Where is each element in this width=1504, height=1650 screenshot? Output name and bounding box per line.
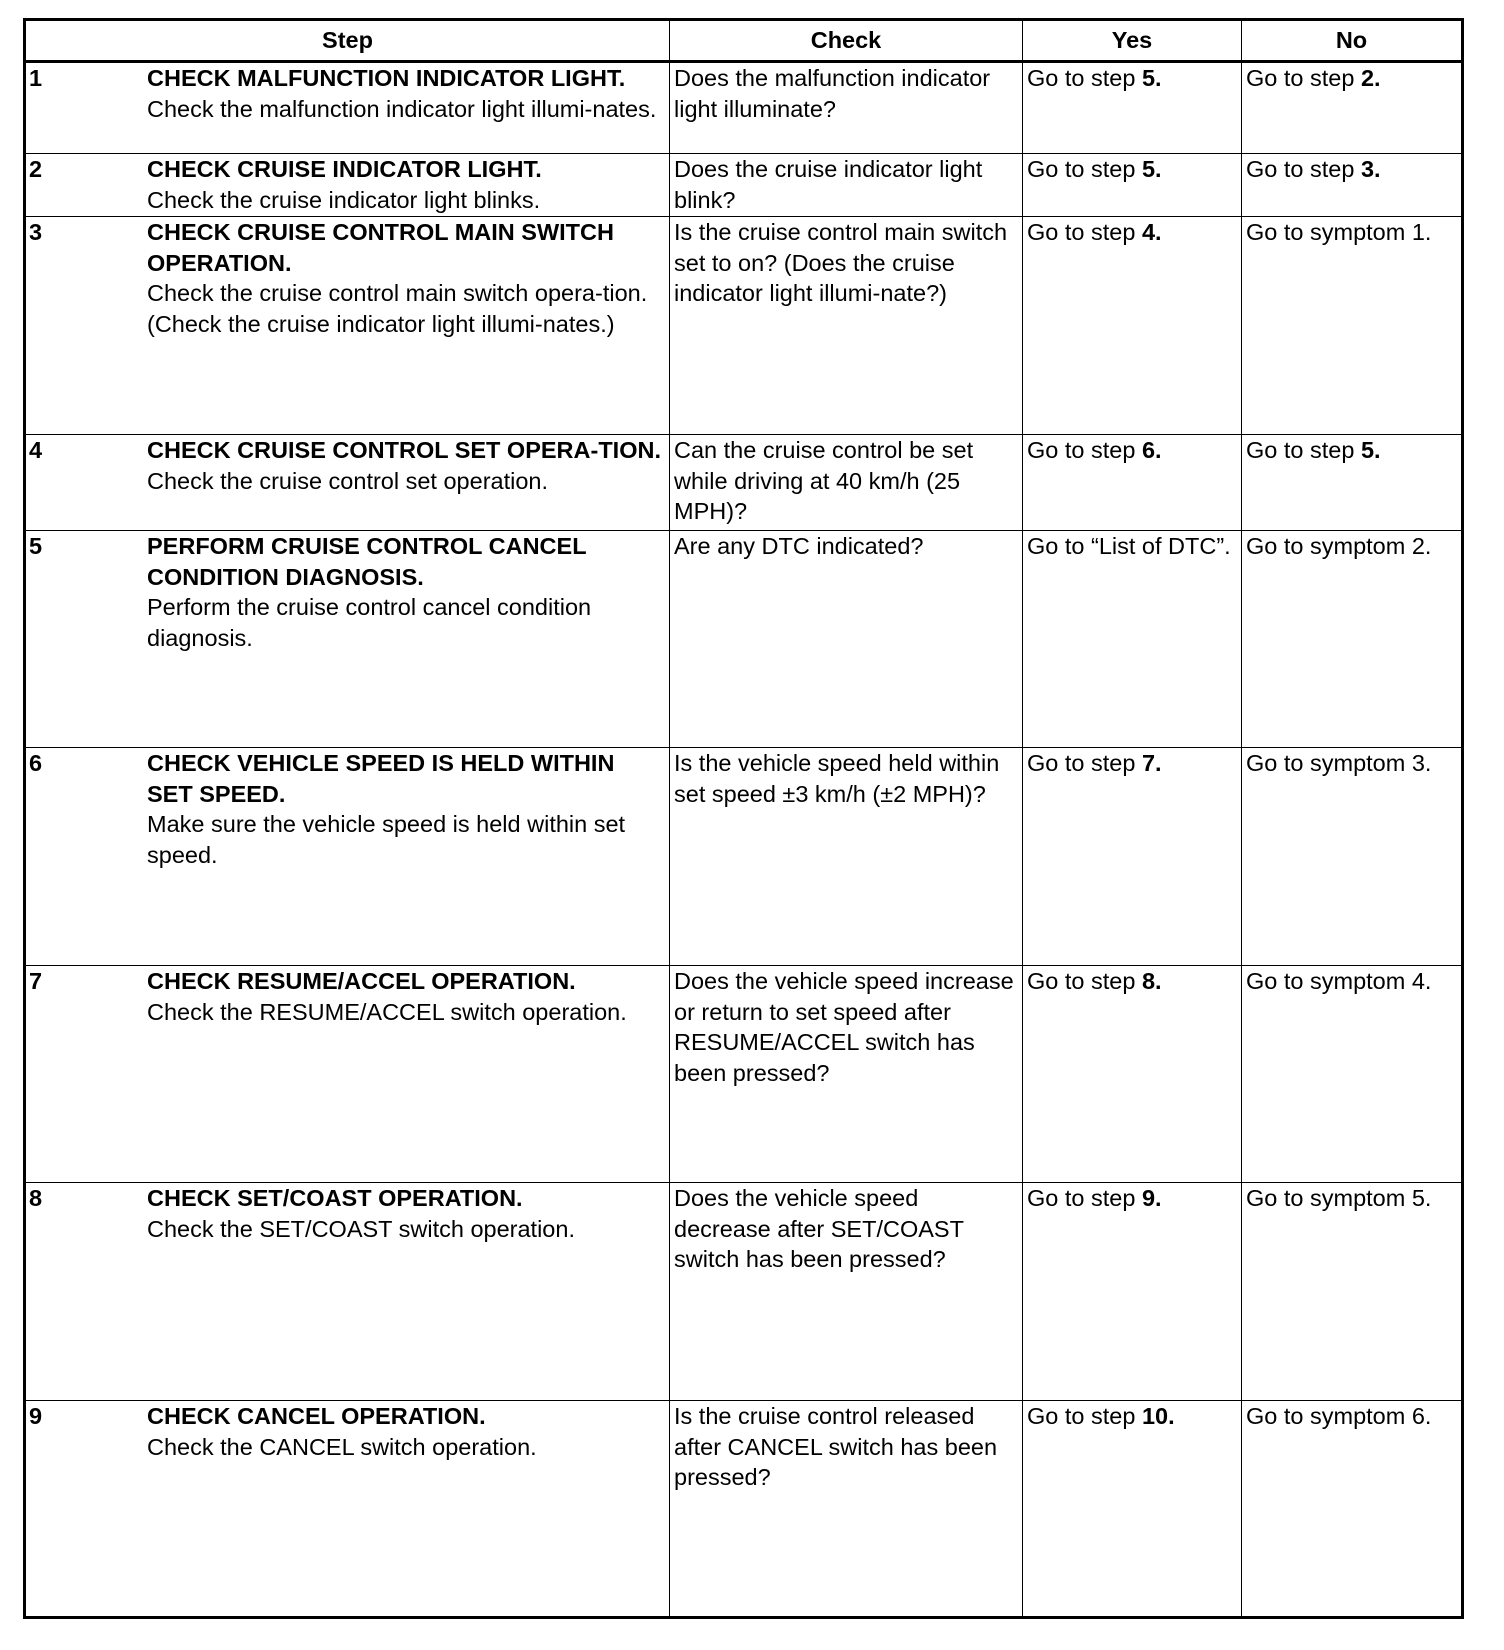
step-cell (25, 217, 670, 435)
no-text: Go to symptom 1. (1246, 219, 1432, 245)
step-cell (25, 966, 670, 1183)
table-row (25, 1183, 1463, 1401)
yes-cell (1023, 217, 1242, 435)
step-title: PERFORM CRUISE CONTROL CANCEL CONDITION DIAGNOSIS. (147, 533, 587, 590)
step-number: 7 (29, 968, 43, 994)
step-title: CHECK RESUME/ACCEL OPERATION. (147, 968, 576, 994)
no-text: Go to step (1246, 156, 1361, 182)
no-step-ref: 5. (1360, 437, 1381, 463)
no-cell (1242, 748, 1463, 966)
step-cell (25, 435, 670, 531)
step-title: CHECK MALFUNCTION INDICATOR LIGHT. (147, 65, 626, 91)
check-cell: Does the vehicle speed decrease after SET/COAST switch has been pressed? (670, 1183, 1023, 1401)
yes-step-ref: 6. (1141, 437, 1162, 463)
no-cell (1242, 1183, 1463, 1401)
table-row (25, 748, 1463, 966)
step-description: Check the SET/COAST switch operation. (147, 1215, 575, 1242)
table-row (25, 531, 1463, 748)
yes-text: Go to step (1027, 437, 1142, 463)
yes-step-ref: 5. (1141, 156, 1162, 182)
step-number: 9 (29, 1403, 43, 1429)
yes-cell (1023, 435, 1242, 531)
step-title: CHECK CRUISE CONTROL SET OPERA-TION. (147, 437, 661, 463)
step-cell (25, 62, 670, 154)
no-cell (1242, 1401, 1463, 1618)
step-description: Perform the cruise control cancel condition diagnosis. (147, 594, 592, 651)
table-row (25, 217, 1463, 435)
header-step: Step (25, 20, 670, 62)
step-title: CHECK CANCEL OPERATION. (147, 1403, 486, 1429)
no-cell (1242, 531, 1463, 748)
check-cell: Does the malfunction indicator light illuminate? (670, 62, 1023, 154)
yes-cell (1023, 966, 1242, 1183)
table-row (25, 966, 1463, 1183)
yes-step-ref: 8. (1141, 968, 1162, 994)
step-title: CHECK CRUISE CONTROL MAIN SWITCH OPERATION. (147, 219, 614, 276)
no-cell (1242, 217, 1463, 435)
check-cell: Can the cruise control be set while driving at 40 km/h (25 MPH)? (670, 435, 1023, 531)
step-description: Make sure the vehicle speed is held within set speed. (147, 811, 626, 868)
step-description: Check the RESUME/ACCEL switch operation. (147, 998, 627, 1025)
yes-text: Go to step (1027, 750, 1142, 776)
no-cell (1242, 62, 1463, 154)
yes-cell (1023, 154, 1242, 217)
table-row (25, 154, 1463, 217)
no-text: Go to symptom 5. (1246, 1185, 1432, 1211)
step-cell (25, 748, 670, 966)
step-description: Check the malfunction indicator light illumi-nates. (147, 95, 657, 122)
no-text: Go to step (1246, 65, 1361, 91)
no-step-ref: 3. (1360, 156, 1381, 182)
step-cell (25, 1183, 670, 1401)
yes-cell (1023, 531, 1242, 748)
yes-step-ref: 4. (1141, 219, 1162, 245)
yes-cell (1023, 748, 1242, 966)
yes-cell (1023, 1401, 1242, 1618)
check-cell: Is the vehicle speed held within set speed ±3 km/h (±2 MPH)? (670, 748, 1023, 966)
no-text: Go to symptom 2. (1246, 533, 1432, 559)
yes-text: Go to step (1027, 968, 1142, 994)
yes-text: Go to “List of DTC”. (1027, 533, 1231, 559)
step-title: CHECK CRUISE INDICATOR LIGHT. (147, 156, 542, 182)
yes-text: Go to step (1027, 1403, 1142, 1429)
step-number: 6 (29, 750, 43, 776)
step-number: 5 (29, 533, 43, 559)
step-number: 8 (29, 1185, 43, 1211)
yes-text: Go to step (1027, 1185, 1142, 1211)
no-text: Go to step (1246, 437, 1361, 463)
yes-step-ref: 9. (1141, 1185, 1162, 1211)
step-cell (25, 531, 670, 748)
step-title: CHECK SET/COAST OPERATION. (147, 1185, 523, 1211)
no-cell (1242, 154, 1463, 217)
header-no: No (1242, 20, 1463, 62)
no-text: Go to symptom 4. (1246, 968, 1432, 994)
step-cell (25, 1401, 670, 1618)
diagnosis-table (23, 18, 1464, 1619)
yes-cell (1023, 1183, 1242, 1401)
yes-text: Go to step (1027, 65, 1142, 91)
header-yes: Yes (1023, 20, 1242, 62)
no-text: Go to symptom 3. (1246, 750, 1432, 776)
yes-step-ref: 10. (1141, 1403, 1175, 1429)
yes-step-ref: 7. (1141, 750, 1162, 776)
step-number: 4 (29, 437, 43, 463)
check-cell: Does the cruise indicator light blink? (670, 154, 1023, 217)
yes-cell (1023, 62, 1242, 154)
step-number: 2 (29, 156, 43, 182)
check-cell: Are any DTC indicated? (670, 531, 1023, 748)
step-cell (25, 154, 670, 217)
yes-text: Go to step (1027, 219, 1142, 245)
step-description: Check the CANCEL switch operation. (147, 1433, 537, 1460)
no-cell (1242, 435, 1463, 531)
check-cell: Is the cruise control released after CANCEL switch has been pressed? (670, 1401, 1023, 1618)
step-number: 1 (29, 65, 43, 91)
step-title: CHECK VEHICLE SPEED IS HELD WITHIN SET SPEED. (147, 750, 615, 807)
no-text: Go to symptom 6. (1246, 1403, 1432, 1429)
step-description: Check the cruise control main switch opera-tion. (Check the cruise indicator light illumi-nates.) (147, 280, 648, 337)
step-description: Check the cruise indicator light blinks. (147, 186, 541, 213)
yes-text: Go to step (1027, 156, 1142, 182)
header-check: Check (670, 20, 1023, 62)
table-header-row (25, 20, 1463, 62)
no-step-ref: 2. (1360, 65, 1381, 91)
yes-step-ref: 5. (1141, 65, 1162, 91)
table-row (25, 1401, 1463, 1618)
check-cell: Does the vehicle speed increase or return to set speed after RESUME/ACCEL switch has been pressed? (670, 966, 1023, 1183)
table-row (25, 62, 1463, 154)
step-description: Check the cruise control set operation. (147, 467, 549, 494)
table-row (25, 435, 1463, 531)
step-number: 3 (29, 219, 43, 245)
no-cell (1242, 966, 1463, 1183)
check-cell: Is the cruise control main switch set to on? (Does the cruise indicator light illumi-nate?) (670, 217, 1023, 435)
